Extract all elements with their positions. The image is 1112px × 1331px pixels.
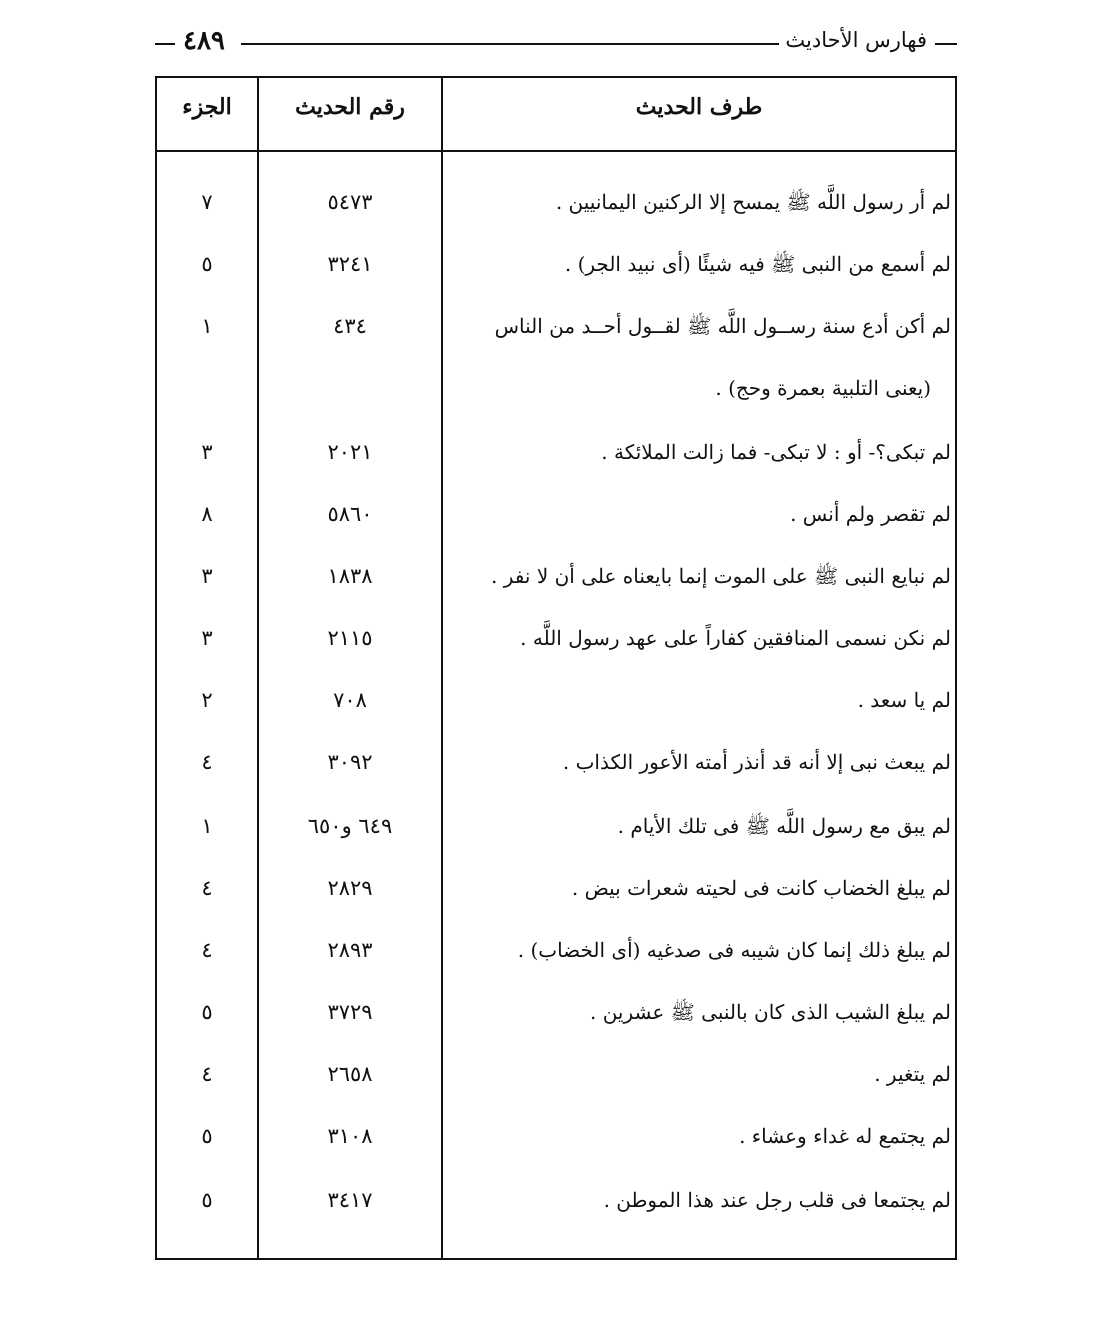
- hadith-index-table: [155, 76, 957, 1260]
- table-row: [157, 1118, 955, 1158]
- table-row: [157, 682, 955, 722]
- volume-cell: ٧: [201, 190, 213, 214]
- volume-cell: ٤: [201, 876, 213, 900]
- column-header-volume: الجزء: [182, 94, 232, 120]
- volume-cell: ٣: [201, 440, 213, 464]
- table-row: [157, 558, 955, 598]
- hadith-text-cell: لم يبلغ ذلك إنما كان شيبه فى صدغيه (أى الخضاب) .: [517, 938, 951, 962]
- hadith-text-cell: لم يتغير .: [874, 1062, 951, 1086]
- volume-cell: ٣: [201, 564, 213, 588]
- table-row: [157, 744, 955, 784]
- hadith-text-cell: لم أسمع من النبى ﷺ فيه شيئًا (أى نبيد الجر) .: [564, 252, 951, 276]
- volume-cell: ٥: [201, 1124, 213, 1148]
- hadith-number-cell: ٢٠٢١: [327, 440, 373, 464]
- volume-cell: ٤: [201, 1062, 213, 1086]
- table-row: [157, 932, 955, 972]
- hadith-number-cell: ١٨٣٨: [327, 564, 373, 588]
- column-header-text: طرف الحديث: [635, 94, 763, 120]
- hadith-text-cell: لم يا سعد .: [857, 688, 951, 712]
- table-row: [157, 620, 955, 660]
- hadith-number-cell: ٢٨٢٩: [327, 876, 373, 900]
- hadith-text-cell: لم يبق مع رسول اللَّه ﷺ فى تلك الأيام .: [617, 814, 951, 838]
- hadith-text-cell: لم أر رسول اللَّه ﷺ يمسح إلا الركنين اليمانيين .: [555, 190, 951, 214]
- table-row: [157, 808, 955, 848]
- hadith-text-cell: لم يبعث نبى إلا أنه قد أنذر أمته الأعور الكذاب .: [562, 750, 951, 774]
- header-rule: [241, 43, 779, 45]
- hadith-number-cell: ٥٤٧٣: [327, 190, 373, 214]
- hadith-text-cell: لم نبايع النبى ﷺ على الموت إنما بايعناه على أن لا نفر .: [491, 564, 951, 588]
- hadith-number-cell: ٧٠٨: [333, 688, 367, 712]
- hadith-text-cell: لم أكن أدع سنة رســول اللَّه ﷺ لقــول أحــد من الناس: [494, 314, 951, 338]
- table-row: [157, 870, 955, 910]
- hadith-number-cell: ٣٧٢٩: [327, 1000, 373, 1024]
- hadith-text-cell: لم تبكى؟- أو : لا تبكى- فما زالت الملائكة .: [601, 440, 951, 464]
- hadith-number-cell: ٦٤٩ و٦٥٠: [307, 814, 393, 838]
- running-title: فهارس الأحاديث: [785, 28, 927, 52]
- hadith-text-cell: لم يبلغ الشيب الذى كان بالنبى ﷺ عشرين .: [589, 1000, 951, 1024]
- volume-cell: ٤: [201, 750, 213, 774]
- volume-cell: ١: [201, 314, 213, 338]
- table-row: [157, 434, 955, 474]
- hadith-text-cell: لم نكن نسمى المنافقين كفاراً على عهد رسول اللَّه .: [520, 626, 951, 650]
- table-row: [157, 1056, 955, 1096]
- table-row: [157, 308, 955, 348]
- page-header: [155, 26, 957, 62]
- page-number: ٤٨٩: [183, 26, 225, 56]
- hadith-text-cell: لم تقصر ولم أنس .: [790, 502, 951, 526]
- header-rule-right: [935, 43, 957, 45]
- hadith-number-cell: ٣٠٩٢: [327, 750, 373, 774]
- table-row: [157, 994, 955, 1034]
- volume-cell: ٣: [201, 626, 213, 650]
- hadith-number-cell: ٤٣٤: [333, 314, 367, 338]
- volume-cell: ٨: [201, 502, 213, 526]
- table-row: [157, 246, 955, 286]
- volume-cell: ٥: [201, 1000, 213, 1024]
- table-row: [157, 370, 955, 410]
- table-row: [157, 496, 955, 536]
- hadith-number-cell: ٣٤١٧: [327, 1188, 373, 1212]
- column-header-number: رقم الحديث: [295, 94, 405, 120]
- volume-cell: ٢: [201, 688, 213, 712]
- hadith-number-cell: ٥٨٦٠: [327, 502, 373, 526]
- hadith-text-cell: لم يجتمع له غداء وعشاء .: [739, 1124, 951, 1148]
- hadith-number-cell: ٢٨٩٣: [327, 938, 373, 962]
- header-divider: [157, 150, 955, 152]
- hadith-text-cell: (يعنى التلبية بعمرة وحج) .: [715, 376, 931, 400]
- table-row: [157, 184, 955, 224]
- table-row: [157, 1182, 955, 1222]
- hadith-number-cell: ٢٦٥٨: [327, 1062, 373, 1086]
- volume-cell: ٥: [201, 252, 213, 276]
- hadith-number-cell: ٣٢٤١: [327, 252, 373, 276]
- volume-cell: ٥: [201, 1188, 213, 1212]
- header-rule-left: [155, 43, 175, 45]
- volume-cell: ٤: [201, 938, 213, 962]
- volume-cell: ١: [201, 814, 213, 838]
- hadith-number-cell: ٣١٠٨: [327, 1124, 373, 1148]
- hadith-number-cell: ٢١١٥: [327, 626, 373, 650]
- hadith-text-cell: لم يبلغ الخضاب كانت فى لحيته شعرات بيض .: [571, 876, 951, 900]
- hadith-text-cell: لم يجتمعا فى قلب رجل عند هذا الموطن .: [603, 1188, 951, 1212]
